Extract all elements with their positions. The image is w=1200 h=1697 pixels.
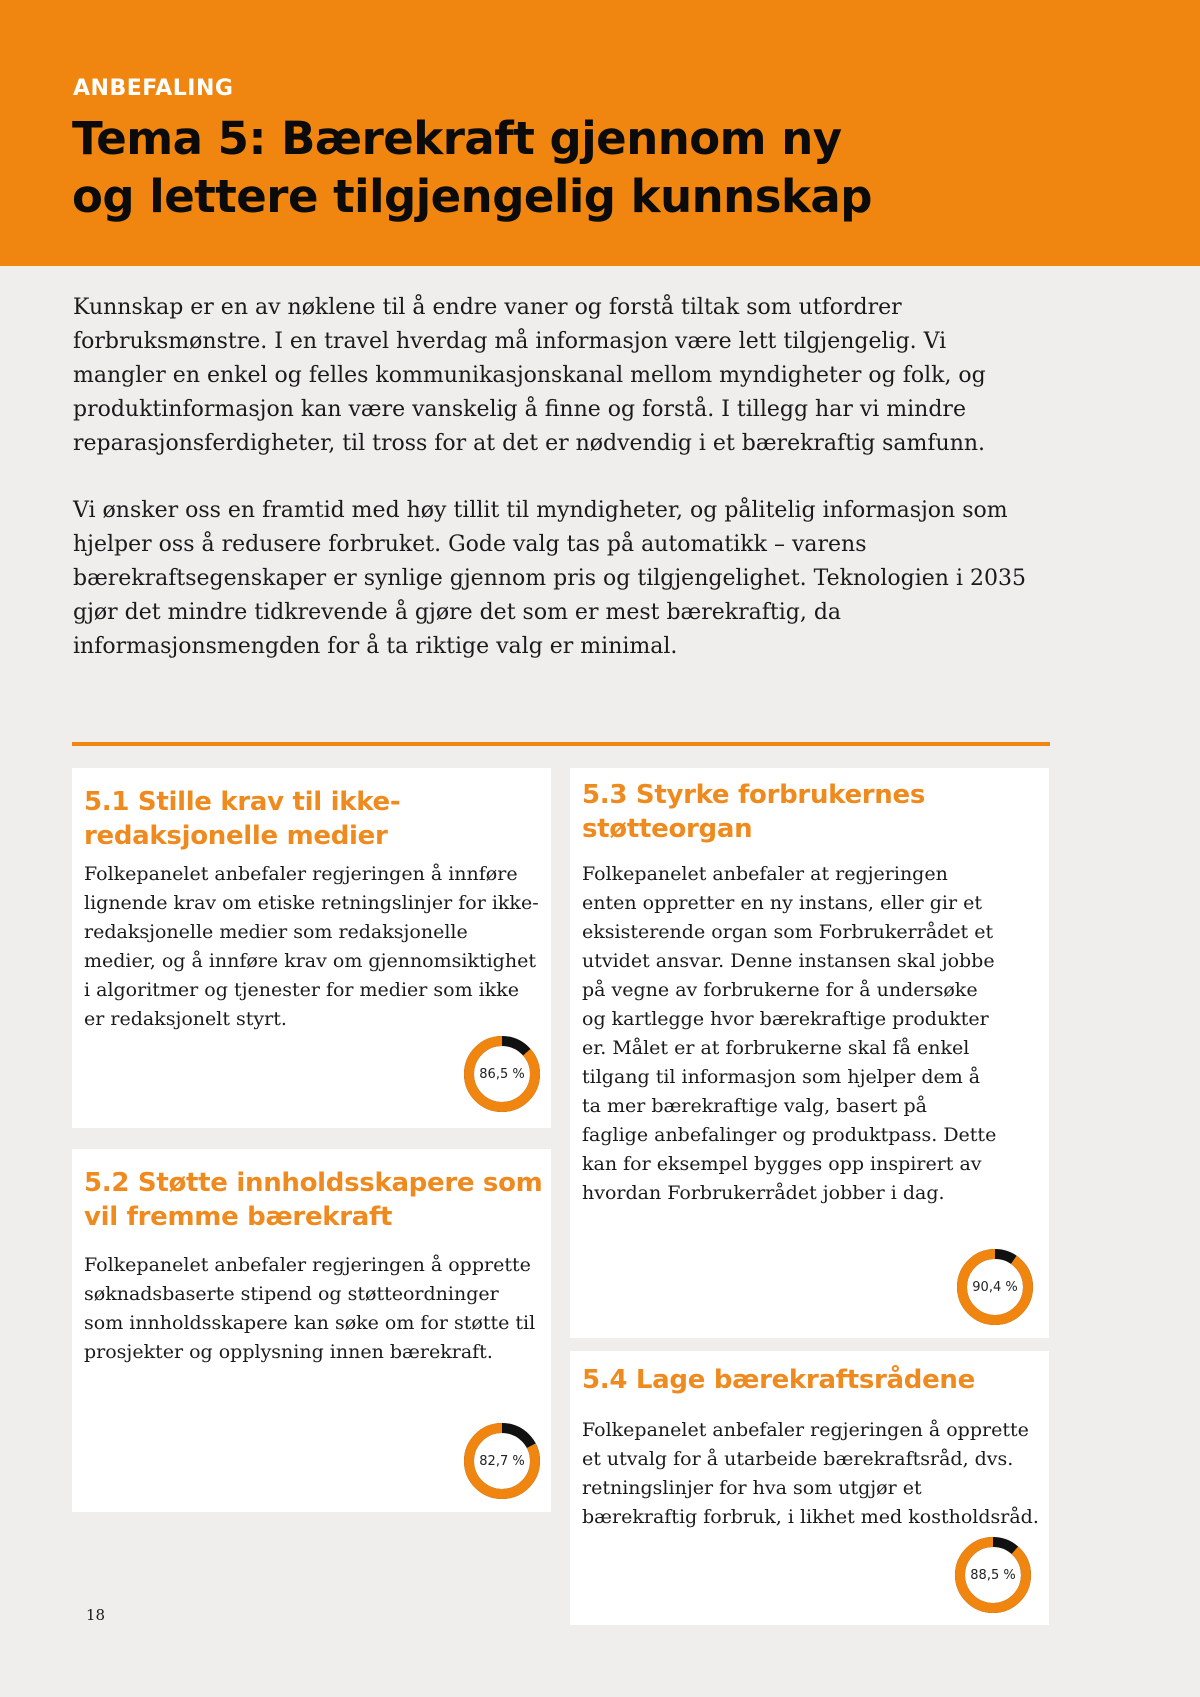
recommendation-card-5-3 (570, 768, 1049, 1338)
recommendation-title: 5.4 Lage bærekraftsrådene (582, 1365, 975, 1395)
recommendation-title: 5.2 Støtte innholdsskapere som vil fremme bærekraft (84, 1168, 543, 1232)
section-divider (72, 742, 1050, 746)
recommendation-card-5-2 (72, 1149, 551, 1512)
page-title (72, 110, 1122, 226)
section-kicker: ANBEFALING (73, 76, 234, 101)
page-number: 18 (86, 1606, 106, 1624)
intro-paragraph-1: Kunnskap er en av nøklene til å endre vaner og forstå tiltak som utfordrer forbruksmønstre. I en travel hverdag må informasjon være lett tilgjengelig. Vi mangler en enkel og felles kommunikasjonskanal mellom myndigheter og folk, og produktinformasjon kan være vanskelig å finne og forstå. I tillegg har vi mindre reparasjonsferdigheter, til tross for at det er nødvendig i et bærekraftig samfunn. (73, 295, 986, 456)
page-title-line-2: og lettere tilgjengelig kunnskap (72, 170, 872, 223)
support-percentage: 86,5 % (479, 1066, 525, 1082)
support-donut (462, 1034, 542, 1114)
support-percentage: 82,7 % (479, 1453, 525, 1469)
page-title-line-1: Tema 5: Bærekraft gjennom ny (72, 112, 842, 165)
recommendation-text: Folkepanelet anbefaler regjeringen å opprette søknadsbaserte stipend og støtteordninger som innholdsskapere kan søke om for støtte til prosjekter og opplysning innen bærekraft. (84, 1254, 536, 1363)
recommendation-text: Folkepanelet anbefaler regjeringen å innføre lignende krav om etiske retningslinjer for ikke-redaksjonelle medier som redaksjonelle medier, og å innføre krav om gjennomsiktighet i algoritmer og tjenester for medier som ikke er redaksjonelt styrt. (84, 863, 539, 1030)
support-donut (462, 1421, 542, 1501)
recommendation-title: 5.1 Stille krav til ikke-redaksjonelle medier (84, 787, 401, 851)
recommendation-text: Folkepanelet anbefaler regjeringen å opprette et utvalg for å utarbeide bærekraftsråd, dvs. retningslinjer for hva som utgjør et bærekraftig forbruk, i likhet med kostholdsråd. (582, 1419, 1039, 1528)
header-band (0, 0, 1200, 266)
support-donut (955, 1247, 1035, 1327)
recommendation-card-5-1 (72, 768, 551, 1128)
recommendation-title: 5.3 Styrke forbrukernes støtteorgan (582, 780, 926, 844)
recommendation-text: Folkepanelet anbefaler at regjeringen enten oppretter en ny instans, eller gir et eksisterende organ som Forbrukerrådet et utvidet ansvar. Denne instansen skal jobbe på vegne av forbrukerne for å undersøke og kartlegge hvor bærekraftige produkter er. Målet er at forbrukerne skal få enkel tilgang til informasjon som hjelper dem å ta mer bærekraftige valg, basert på faglige anbefalinger og produktpass. Dette kan for eksempel bygges opp inspirert av hvordan Forbrukerrådet jobber i dag. (582, 863, 997, 1204)
support-percentage: 88,5 % (970, 1567, 1016, 1583)
intro-paragraph-2: Vi ønsker oss en framtid med høy tillit til myndigheter, og pålitelig informasjon som hjelper oss å redusere forbruket. Gode valg tas på automatikk – varens bærekraftsegenskaper er synlige gjennom pris og tilgjengelighet. Teknologien i 2035 gjør det mindre tidkrevende å gjøre det som er mest bærekraftig, da informasjonsmengden for å ta riktige valg er minimal. (73, 498, 1026, 659)
support-percentage: 90,4 % (972, 1279, 1018, 1295)
support-donut (953, 1535, 1033, 1615)
recommendation-card-5-4 (570, 1351, 1049, 1625)
